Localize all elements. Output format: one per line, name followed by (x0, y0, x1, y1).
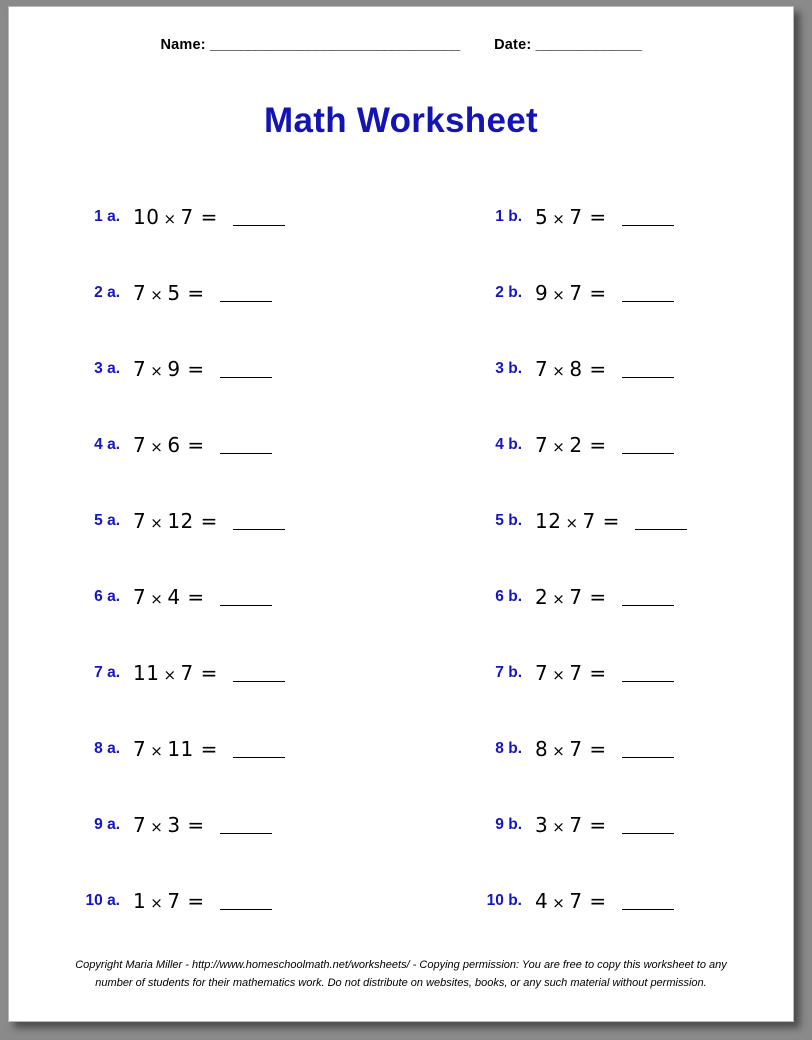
answer-blank[interactable] (622, 286, 674, 302)
equals-sign: = (200, 205, 218, 229)
operand-left: 7 (133, 813, 147, 837)
table-row (9, 787, 793, 863)
equals-sign: = (200, 737, 218, 761)
answer-blank[interactable] (622, 438, 674, 454)
problem-number: 7 a. (94, 664, 120, 681)
multiply-icon: × (565, 514, 579, 532)
multiply-icon: × (552, 590, 566, 608)
page-title: Math Worksheet (264, 101, 538, 140)
answer-blank[interactable] (220, 818, 272, 834)
operand-right: 7 (569, 585, 583, 609)
answer-blank[interactable] (233, 742, 285, 758)
table-row (9, 711, 793, 787)
operand-right: 7 (569, 889, 583, 913)
problem-number: 1 b. (495, 208, 522, 225)
answer-blank[interactable] (622, 666, 674, 682)
answer-blank[interactable] (622, 362, 674, 378)
problem-expression (534, 787, 793, 863)
multiply-icon: × (552, 438, 566, 456)
table-row (9, 559, 793, 635)
name-blank: _________________________________ (210, 37, 460, 53)
answer-blank[interactable] (220, 894, 272, 910)
multiply-icon: × (150, 590, 164, 608)
problem-expression (132, 407, 391, 483)
operand-left: 8 (535, 737, 549, 761)
problem-expression (132, 711, 391, 787)
problem-number: 6 b. (495, 588, 522, 605)
answer-blank[interactable] (220, 362, 272, 378)
problem-expression (534, 331, 793, 407)
problem-number: 3 a. (94, 360, 120, 377)
operand-right: 8 (569, 357, 583, 381)
operand-right: 2 (569, 433, 583, 457)
operand-left: 7 (133, 357, 147, 381)
equals-sign: = (589, 737, 607, 761)
problem-number: 6 a. (94, 588, 120, 605)
problems-table (9, 179, 793, 939)
answer-blank[interactable] (220, 438, 272, 454)
operand-left: 7 (133, 281, 147, 305)
operand-right: 4 (167, 585, 181, 609)
problem-expression (132, 331, 391, 407)
equals-sign: = (187, 889, 205, 913)
operand-right: 7 (569, 661, 583, 685)
answer-blank[interactable] (233, 666, 285, 682)
problem-number: 10 b. (486, 892, 522, 909)
table-row (9, 635, 793, 711)
problem-expression (132, 179, 391, 255)
equals-sign: = (589, 357, 607, 381)
answer-blank[interactable] (233, 210, 285, 226)
problem-number: 8 a. (94, 740, 120, 757)
equals-sign: = (589, 889, 607, 913)
problem-number: 10 a. (85, 892, 120, 909)
problem-expression (534, 407, 793, 483)
problem-number: 2 a. (94, 284, 120, 301)
operand-right: 6 (167, 433, 181, 457)
multiply-icon: × (150, 438, 164, 456)
operand-left: 3 (535, 813, 549, 837)
operand-left: 4 (535, 889, 549, 913)
answer-blank[interactable] (220, 590, 272, 606)
equals-sign: = (589, 281, 607, 305)
date-blank: ______________ (535, 37, 642, 53)
operand-left: 9 (535, 281, 549, 305)
equals-sign: = (589, 661, 607, 685)
problem-number: 4 b. (495, 436, 522, 453)
problem-expression (534, 483, 793, 559)
problem-number: 5 b. (495, 512, 522, 529)
copyright-line-1: Copyright Maria Miller - http://www.homeschoolmath.net/worksheets/ - Copying permission: You are free to copy this worksheet to any (75, 958, 727, 971)
table-row (9, 407, 793, 483)
copyright-footer (9, 956, 793, 993)
problem-number: 4 a. (94, 436, 120, 453)
problem-number: 9 b. (495, 816, 522, 833)
operand-right: 5 (167, 281, 181, 305)
operand-right: 12 (167, 509, 194, 533)
answer-blank[interactable] (635, 514, 687, 530)
equals-sign: = (200, 509, 218, 533)
problem-expression (132, 559, 391, 635)
operand-left: 11 (133, 661, 160, 685)
problem-expression (534, 635, 793, 711)
multiply-icon: × (150, 514, 164, 532)
answer-blank[interactable] (233, 514, 285, 530)
answer-blank[interactable] (220, 286, 272, 302)
copyright-line-2: number of students for their mathematics work. Do not distribute on websites, books, or any such material without permission. (95, 977, 707, 990)
multiply-icon: × (552, 742, 566, 760)
multiply-icon: × (150, 818, 164, 836)
operand-left: 7 (133, 737, 147, 761)
multiply-icon: × (552, 666, 566, 684)
equals-sign: = (187, 813, 205, 837)
answer-blank[interactable] (622, 818, 674, 834)
name-date-header (9, 37, 793, 53)
operand-right: 7 (569, 205, 583, 229)
operand-left: 7 (133, 433, 147, 457)
operand-left: 7 (133, 585, 147, 609)
multiply-icon: × (150, 286, 164, 304)
table-row (9, 483, 793, 559)
name-label: Name: (160, 37, 206, 53)
problem-expression (534, 711, 793, 787)
operand-right: 7 (569, 813, 583, 837)
operand-right: 7 (167, 889, 181, 913)
problem-number: 9 a. (94, 816, 120, 833)
table-row (9, 179, 793, 255)
equals-sign: = (589, 433, 607, 457)
multiply-icon: × (552, 894, 566, 912)
equals-sign: = (602, 509, 620, 533)
operand-left: 7 (133, 509, 147, 533)
problem-expression (132, 483, 391, 559)
multiply-icon: × (150, 362, 164, 380)
multiply-icon: × (552, 286, 566, 304)
answer-blank[interactable] (622, 742, 674, 758)
multiply-icon: × (552, 210, 566, 228)
answer-blank[interactable] (622, 210, 674, 226)
operand-right: 7 (569, 737, 583, 761)
problem-expression (132, 863, 391, 939)
problem-number: 3 b. (495, 360, 522, 377)
operand-left: 10 (133, 205, 160, 229)
problem-number: 2 b. (495, 284, 522, 301)
equals-sign: = (589, 585, 607, 609)
operand-right: 11 (167, 737, 194, 761)
operand-left: 12 (535, 509, 562, 533)
multiply-icon: × (552, 362, 566, 380)
problem-number: 7 b. (495, 664, 522, 681)
equals-sign: = (187, 433, 205, 457)
operand-left: 5 (535, 205, 549, 229)
equals-sign: = (187, 585, 205, 609)
worksheet-page (8, 6, 794, 1022)
answer-blank[interactable] (622, 894, 674, 910)
problem-number: 8 b. (495, 740, 522, 757)
equals-sign: = (589, 205, 607, 229)
problem-number: 1 a. (94, 208, 120, 225)
operand-left: 2 (535, 585, 549, 609)
date-label: Date: (494, 37, 532, 53)
equals-sign: = (187, 357, 205, 381)
problem-number: 5 a. (94, 512, 120, 529)
multiply-icon: × (163, 210, 177, 228)
operand-right: 9 (167, 357, 181, 381)
multiply-icon: × (150, 894, 164, 912)
problem-expression (534, 255, 793, 331)
operand-right: 7 (180, 661, 194, 685)
operand-left: 7 (535, 661, 549, 685)
problem-expression (534, 559, 793, 635)
operand-right: 3 (167, 813, 181, 837)
problem-expression (534, 179, 793, 255)
multiply-icon: × (150, 742, 164, 760)
multiply-icon: × (552, 818, 566, 836)
problem-expression (534, 863, 793, 939)
operand-left: 1 (133, 889, 147, 913)
multiply-icon: × (163, 666, 177, 684)
problem-expression (132, 787, 391, 863)
table-row (9, 255, 793, 331)
table-row (9, 331, 793, 407)
equals-sign: = (589, 813, 607, 837)
equals-sign: = (187, 281, 205, 305)
problem-expression (132, 255, 391, 331)
operand-right: 7 (180, 205, 194, 229)
operand-left: 7 (535, 433, 549, 457)
answer-blank[interactable] (622, 590, 674, 606)
table-row (9, 863, 793, 939)
operand-right: 7 (569, 281, 583, 305)
problem-expression (132, 635, 391, 711)
operand-right: 7 (582, 509, 596, 533)
equals-sign: = (200, 661, 218, 685)
operand-left: 7 (535, 357, 549, 381)
